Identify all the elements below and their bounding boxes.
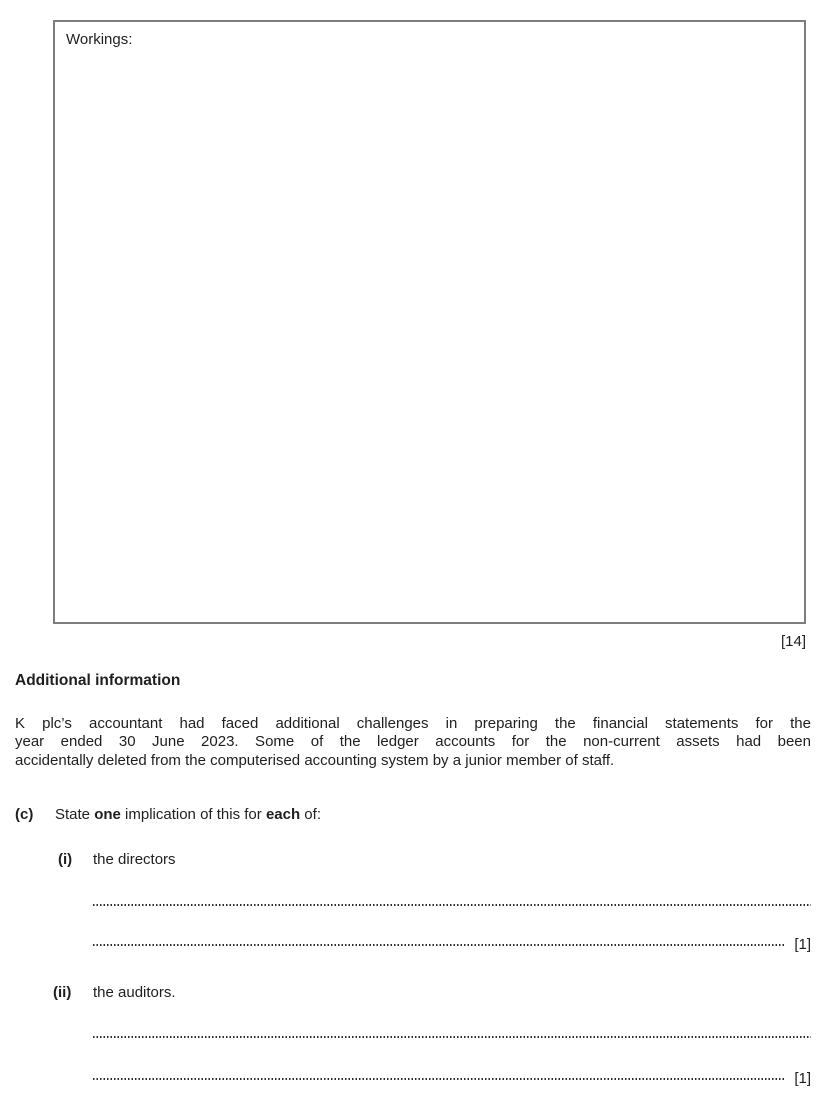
subquestion-i-text: the directors [93, 851, 176, 868]
prompt-text: implication of this for [120, 806, 266, 823]
additional-information-heading: Additional information [15, 672, 181, 689]
marks-badge: [1] [794, 1070, 811, 1087]
subquestion-i-marker: (i) [58, 851, 73, 868]
prompt-bold-one: one [94, 806, 121, 823]
question-c-prompt [55, 806, 321, 824]
paragraph-line: accidentally deleted from the computerised accounting system by a junior member of staff. [15, 751, 615, 769]
question-c-marker: (c) [15, 806, 34, 823]
paragraph-line: year ended 30 June 2023. Some of the ledger accounts for the non-current assets had been [15, 733, 811, 751]
additional-information-paragraph [15, 715, 811, 770]
prompt-bold-each: each [265, 806, 301, 823]
subquestion-ii-marker: (ii) [53, 984, 72, 1001]
marks-total-badge: [14] [780, 633, 806, 650]
dotted-answer-line [93, 904, 811, 906]
prompt-text: of: [300, 806, 321, 823]
workings-label: Workings: [66, 31, 133, 48]
marks-badge: [1] [794, 936, 811, 953]
dotted-answer-line [93, 1036, 811, 1038]
subquestion-ii-text: the auditors. [93, 984, 176, 1001]
answer-line-with-marks [93, 1071, 811, 1087]
paragraph-line: K plc’s accountant had faced additional challenges in preparing the financial statements for the [15, 715, 811, 732]
answer-line-with-marks [93, 937, 811, 953]
dotted-answer-line [93, 1078, 785, 1080]
dotted-answer-line [93, 944, 785, 946]
workings-answer-box [53, 20, 806, 624]
prompt-text: State [55, 806, 95, 823]
answer-line [93, 1029, 811, 1045]
answer-line [93, 897, 811, 913]
